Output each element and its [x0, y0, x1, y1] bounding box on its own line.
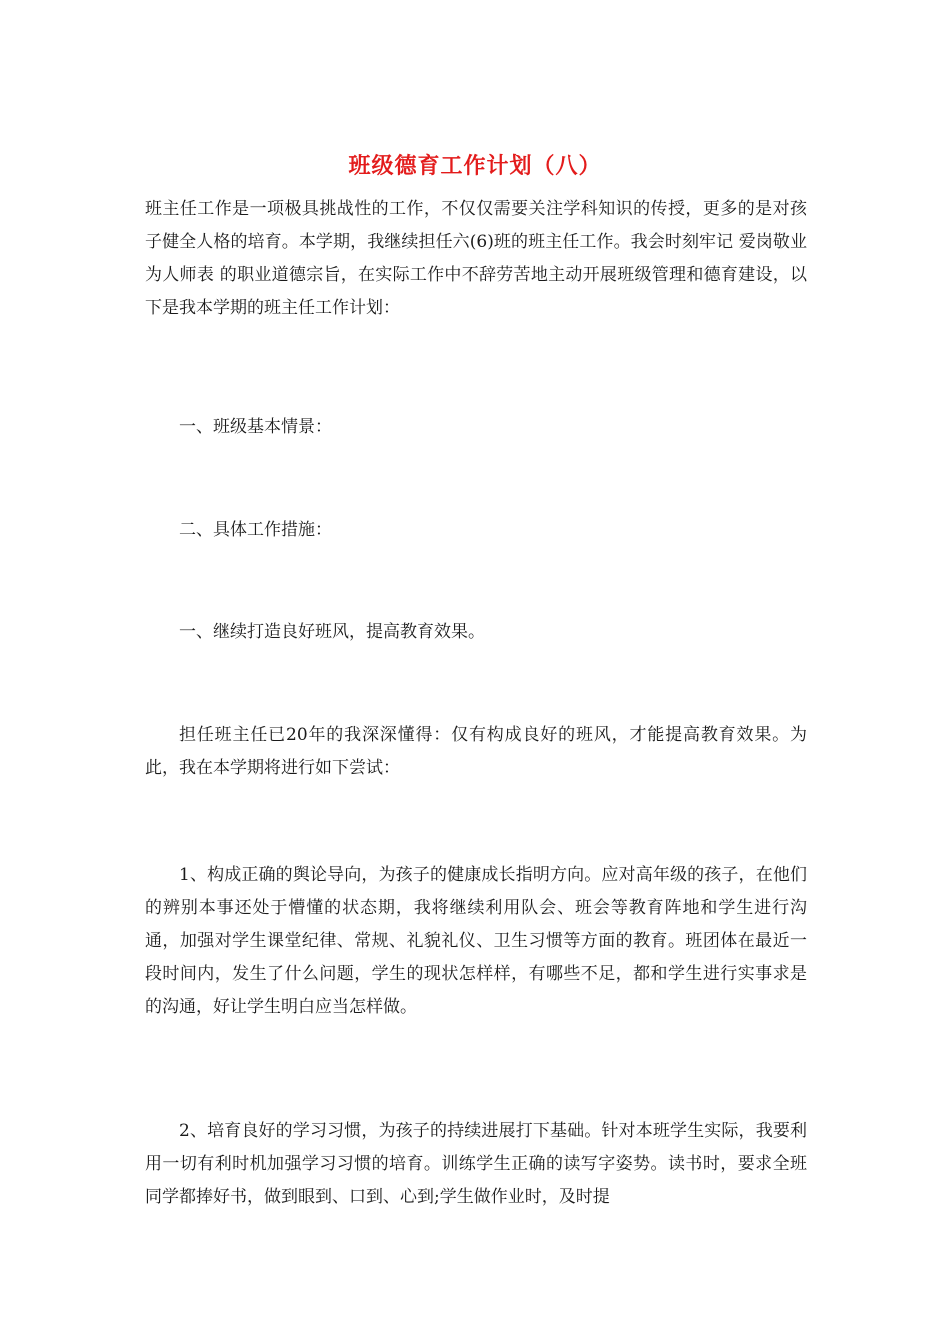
paragraph-point-2: 2、培育良好的学习习惯，为孩子的持续进展打下基础。针对本班学生实际，我要利用一切有利时机加强学习习惯的培育。训练学生正确的读写字姿势。读书时，要求全班同学都捧好书，做到眼到、口到、心到;学生做作业时，及时提	[145, 1121, 807, 1207]
section-heading-class-situation: 一、班级基本情景：	[179, 417, 332, 437]
subsection-heading-class-atmosphere: 一、继续打造良好班风，提高教育效果。	[179, 622, 485, 642]
document-title: 班级德育工作计划（八）	[348, 153, 602, 179]
paragraph-class-atmosphere: 担任班主任已20年的我深深懂得：仅有构成良好的班风，才能提高教育效果。为此，我在本学期将进行如下尝试：	[145, 725, 807, 778]
section-heading-work-measures: 二、具体工作措施：	[179, 520, 332, 540]
intro-paragraph: 班主任工作是一项极具挑战性的工作，不仅仅需要关注学科知识的传授，更多的是对孩子健全人格的培育。本学期，我继续担任六(6)班的班主任工作。我会时刻牢记 爱岗敬业 为人师表 的职业道德宗旨，在实际工作中不辞劳苦地主动开展班级管理和德育建设，以下是我本学期的班主任工作计划：	[145, 199, 807, 318]
paragraph-point-1: 1、构成正确的舆论导向，为孩子的健康成长指明方向。应对高年级的孩子，在他们的辨别本事还处于懵懂的状态期，我将继续利用队会、班会等教育阵地和学生进行沟通，加强对学生课堂纪律、常规、礼貌礼仪、卫生习惯等方面的教育。班团体在最近一段时间内，发生了什么问题，学生的现状怎样样，有哪些不足，都和学生进行实事求是的沟通，好让学生明白应当怎样做。	[145, 865, 807, 1017]
